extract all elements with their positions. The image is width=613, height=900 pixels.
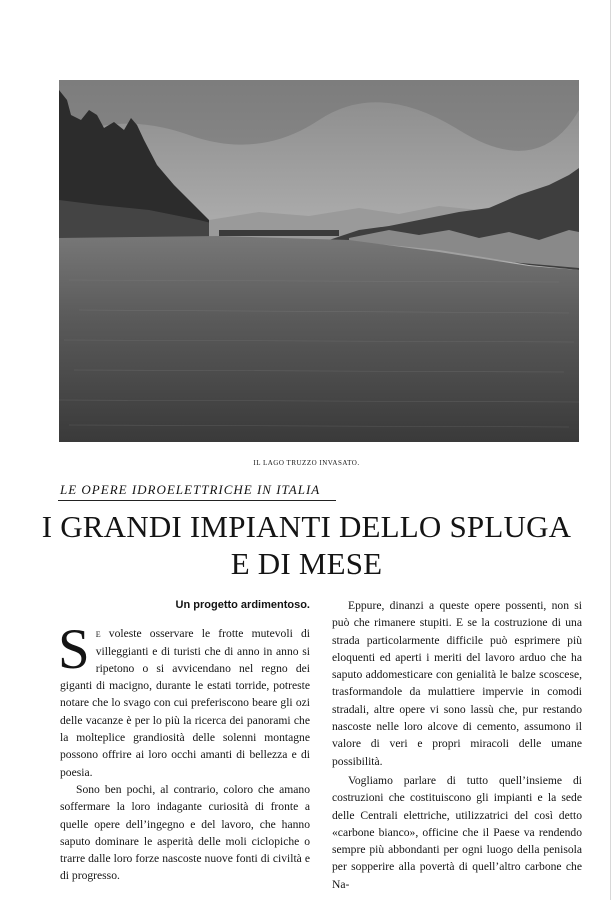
left-column <box>60 597 310 885</box>
title-line-2: E DI MESE <box>230 546 383 581</box>
photo-caption: IL LAGO TRUZZO INVASATO. <box>253 459 360 467</box>
lake-water <box>59 236 579 442</box>
lake-photo <box>59 80 579 442</box>
dam <box>219 230 339 236</box>
right-column <box>332 597 582 893</box>
section-label: LE OPERE IDROELETTRICHE IN ITALIA <box>60 482 321 497</box>
drop-cap: S <box>58 618 90 682</box>
paragraph-text: voleste osservare le frotte mutevoli di villeggianti e di turisti che di anno in anno si ripetono o si avvicendano nel regno dei giganti di macigno, durante le estati torride, potreste notare che lo svago con cui preferiscono beare gli ozi delle vacanze è per lo più la ricerca dei panorami che la molteplice grandiosità delle solenni montagne possono offrire ai loro occhi amanti di bellezza e di poesia. <box>60 627 310 779</box>
paragraph: Vogliamo parlare di tutto quell’insieme di costruzioni che costituiscono gli impianti e la sede delle Centrali elettriche, utilizzatrici del così detto «carbone bianco», officine che il Paese va rendendo sempre più abbondanti per ogni luogo della penisola per sopperire alla povertà di quell’altro carbone che Na- <box>332 773 582 891</box>
paragraph-intro <box>58 618 310 781</box>
paragraph: Sono ben pochi, al contrario, coloro che amano soffermare la loro indagante curiosità di fronte a quelle opere dell’ingegno e del lavoro, che hanno saputo dominare le asperità delle moli ciclopiche o trarre dalle loro forze nascoste nuove fonti di civiltà e di progresso. <box>60 782 310 883</box>
title-line-1: I GRANDI IMPIANTI DELLO SPLUGA <box>41 509 572 544</box>
section-underline <box>58 500 336 501</box>
subheading: Un progetto ardimentoso. <box>175 599 310 611</box>
small-caps-lead: e <box>95 627 101 641</box>
page-edge <box>610 0 611 900</box>
article-title <box>0 508 613 582</box>
paragraph: Eppure, dinanzi a queste opere possenti, non si può che rimanere stupiti. E se la costruzione di una strada particolarmente difficile può esprimere più eloquenti ed aperti i meriti del lavoro arduo che ha saputo addomesticare con genialità le balze scoscese, trasformandole da mulattiere impervie in comodi stradali, altre opere vi sono lassù che, pur restando nascoste nelle loro alcove di cemento, assumono il valore di veri e propri miracoli delle umane possibilità. <box>332 599 582 768</box>
